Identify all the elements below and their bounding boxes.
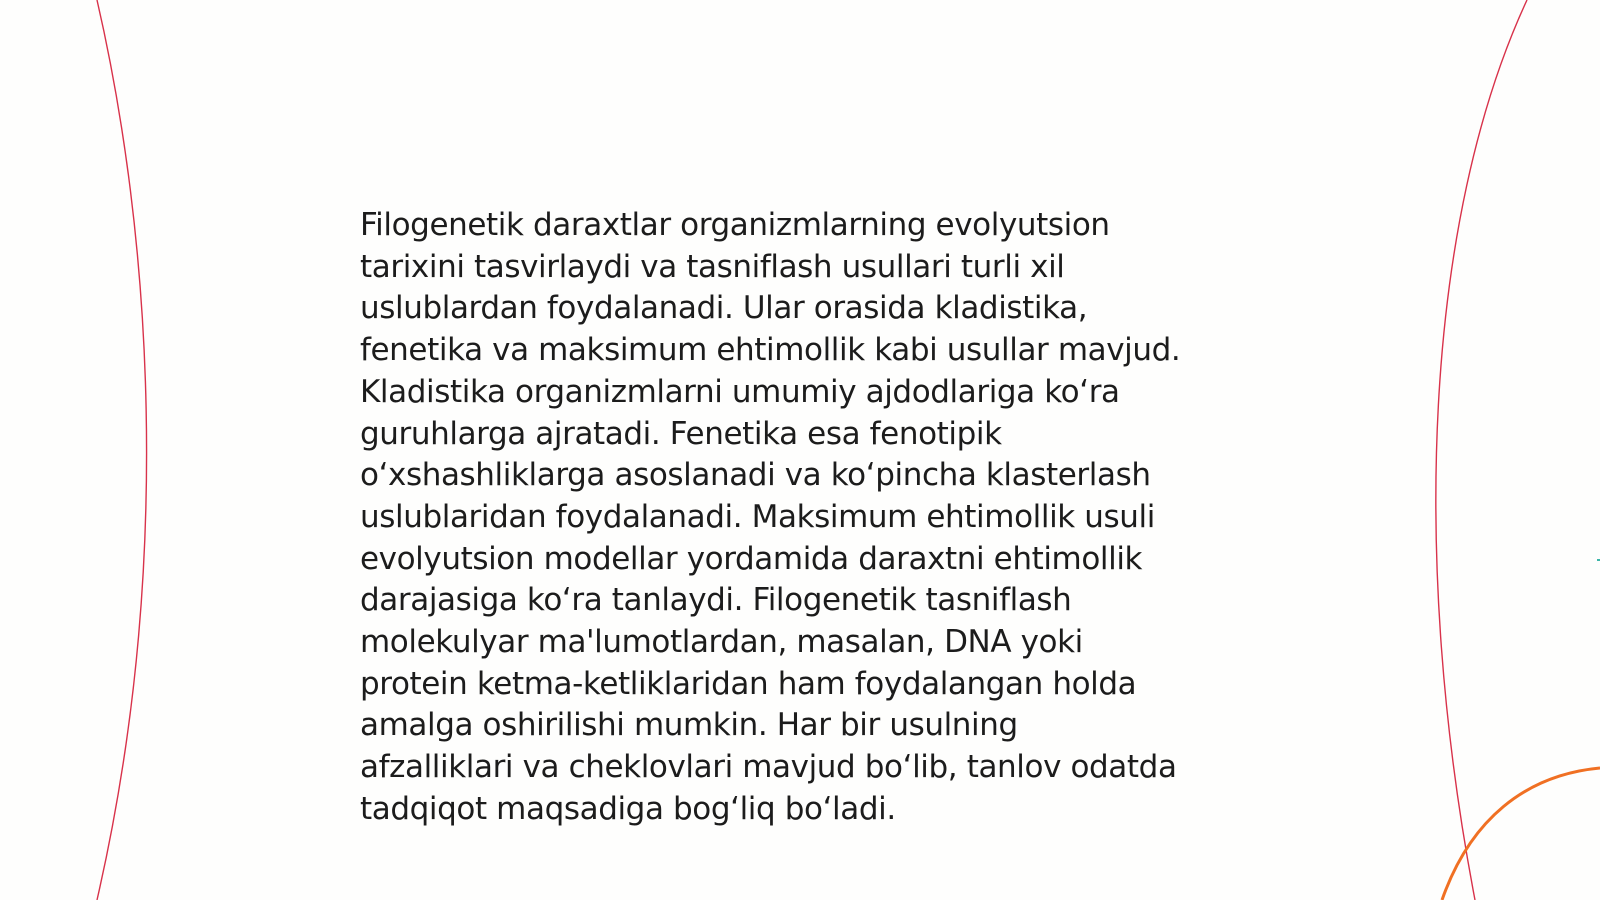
left-decorative-curve [97, 0, 147, 900]
body-paragraph: Filogenetik daraxtlar organizmlarning evolyutsion tarixini tasvirlaydi va tasniflash usullari turli xil uslublardan foydalanadi. Ular orasida kladistika, fenetika va maksimum ehtimollik kabi usullar mavjud. Kladistika organizmlarni umumiy ajdodlariga koʻra guruhlarga ajratadi. Fenetika esa fenotipik oʻxshashliklarga asoslanadi va koʻpincha klasterlash uslublaridan foydalanadi. Maksimum ehtimollik usuli evolyutsion modellar yordamida daraxtni ehtimollik darajasiga koʻra tanlaydi. Filogenetik tasniflash molekulyar ma'lumotlardan, masalan, DNA yoki protein ketma-ketliklaridan ham foydalangan holda amalga oshirilishi mumkin. Har bir usulning afzalliklari va cheklovlari mavjud boʻlib, tanlov odatda tadqiqot maqsadiga bogʻliq boʻladi. [360, 207, 1181, 827]
orange-decorative-arc [1442, 768, 1600, 900]
right-decorative-curve [1436, 0, 1527, 900]
